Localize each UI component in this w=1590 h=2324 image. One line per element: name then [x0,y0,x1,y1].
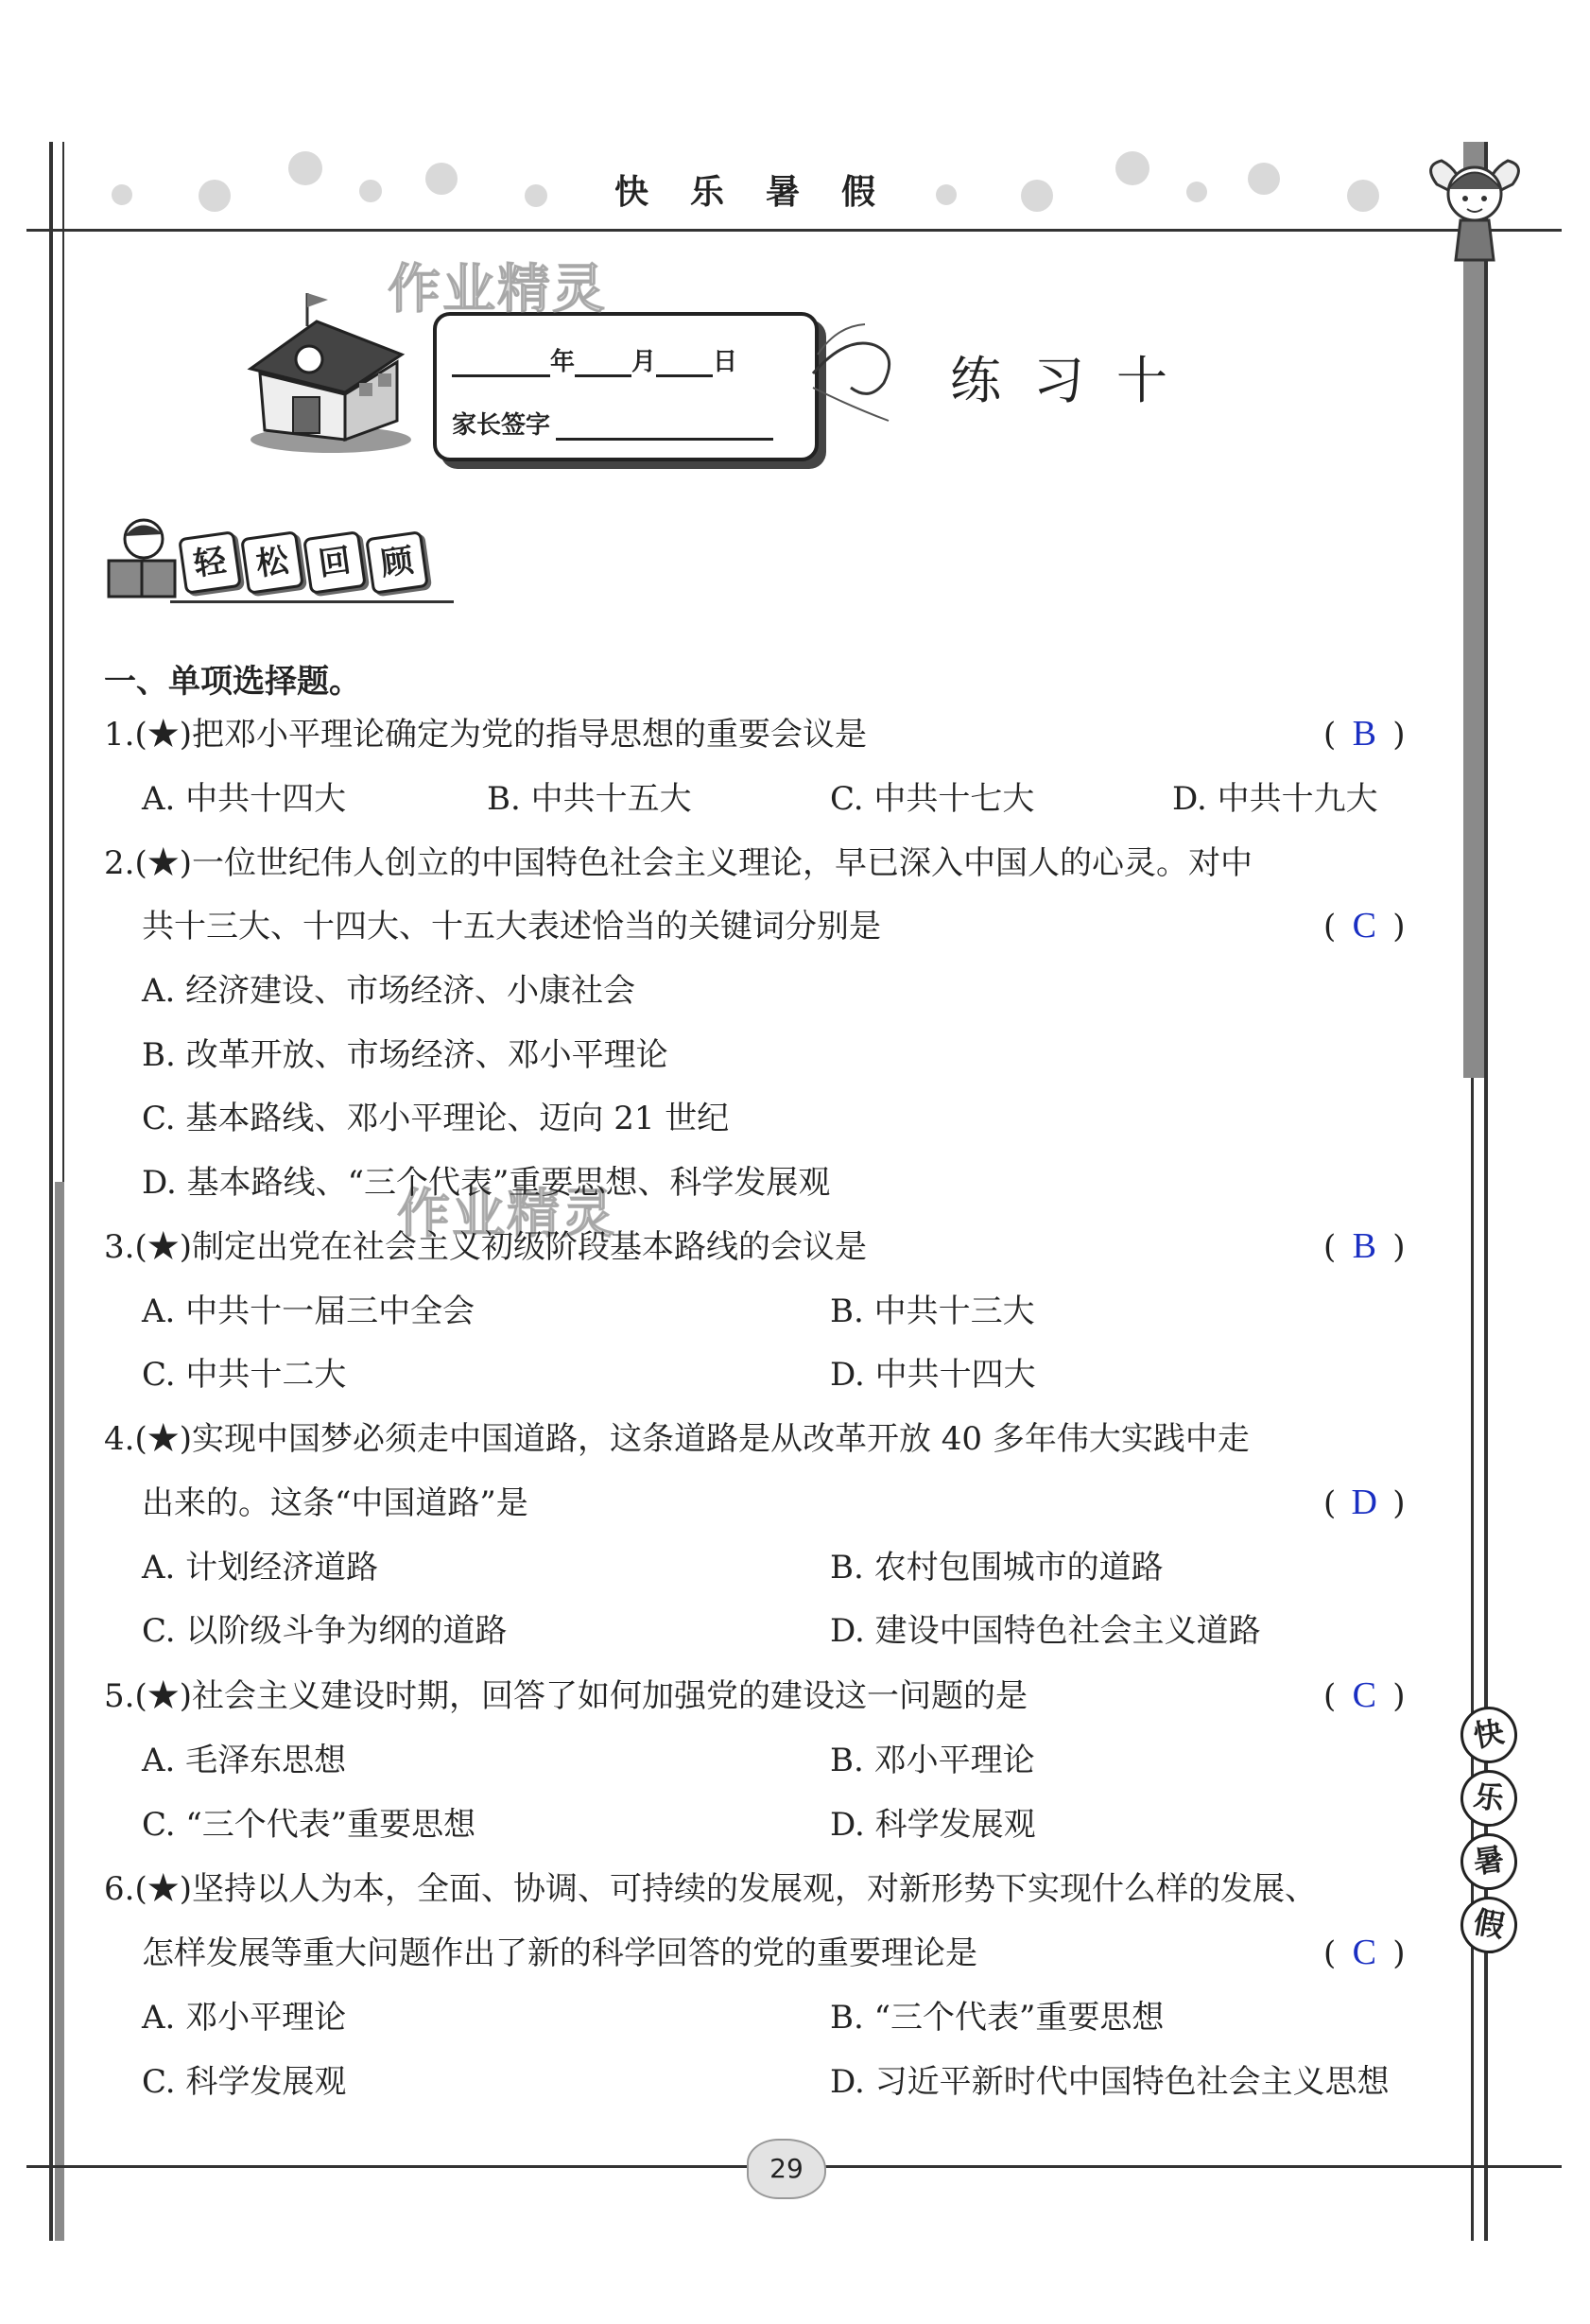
question-2-stem-line-1: 2.(★)一位世纪伟人创立的中国特色社会主义理论，早已深入中国人的心灵。对中 [104,844,1253,882]
answer-letter: C [1352,906,1376,945]
page-number: 29 [747,2139,826,2199]
review-banner-underline [170,600,454,603]
watermark-top: 作业精灵 [388,259,607,321]
side-tab-char: 暑 [1457,1830,1521,1894]
answer-letter: C [1352,1675,1376,1715]
month-label: 月 [631,348,657,376]
question-2-option-a: A. 经济建设、市场经济、小康社会 [142,972,636,1010]
date-line [452,342,737,377]
header-title: 快乐暑假 [614,173,917,212]
day-blank[interactable] [656,352,713,377]
question-6-option-c: C. 科学发展观 [142,2063,347,2101]
date-signature-box [433,312,819,461]
question-6-stem-line-2: 怎样发展等重大问题作出了新的科学回答的党的重要理论是 [142,1934,977,1972]
right-gray-bar [1463,142,1484,1078]
header-dot [1248,163,1280,195]
question-2-stem-line-2: 共十三大、十四大、十五大表述恰当的关键词分别是 [142,908,881,945]
review-banner-char: 松 [240,530,304,595]
question-1-stem: 1.(★)把邓小平理论确定为党的指导思想的重要会议是 [104,716,867,754]
swirl-decoration-icon [808,317,903,430]
exercise-title: 练习十 [950,351,1200,410]
watermark-middle: 作业精灵 [397,1184,616,1245]
question-4-option-a: A. 计划经济道路 [142,1549,379,1587]
question-3-answer: ( B ) [1323,1226,1406,1266]
side-tab-char: 乐 [1457,1766,1521,1830]
day-label: 日 [713,348,738,376]
question-3-option-a: A. 中共十一届三中全会 [142,1292,475,1330]
question-4-option-c: C. 以阶级斗争为纲的道路 [142,1612,508,1650]
question-2-option-d: D. 基本路线、“三个代表”重要思想、科学发展观 [142,1164,831,1202]
parent-sign-label: 家长签字 [452,411,551,440]
year-label: 年 [550,348,576,376]
question-2-option-b: B. 改革开放、市场经济、邓小平理论 [142,1036,668,1074]
header-rule [26,229,1562,232]
question-1-option-d: D. 中共十九大 [1172,780,1378,818]
left-border-line [49,142,53,2241]
parent-sign-blank[interactable] [556,415,773,441]
question-6-option-a: A. 邓小平理论 [142,1999,347,2037]
left-border-line-inner [62,142,64,1182]
header-dot [525,184,547,207]
question-3-option-c: C. 中共十二大 [142,1356,347,1394]
review-banner-char: 顾 [365,530,429,595]
question-6-stem-line-1: 6.(★)坚持以人为本，全面、协调、可持续的发展观，对新形势下实现什么样的发展、 [104,1870,1317,1908]
question-2-option-c: C. 基本路线、邓小平理论、迈向 21 世纪 [142,1100,730,1137]
section-title: 一、单项选择题。 [104,663,361,701]
header-dot [359,180,382,202]
reading-boy-icon [104,515,180,605]
question-5-option-d: D. 科学发展观 [830,1806,1036,1844]
month-blank[interactable] [575,352,631,377]
question-4-option-b: B. 农村包围城市的道路 [830,1549,1164,1587]
header-dot [112,184,132,205]
year-blank[interactable] [452,352,550,377]
parent-sign-line [452,406,773,441]
question-4-stem-line-2: 出来的。这条“中国道路”是 [142,1484,528,1522]
answer-letter: B [1352,714,1376,754]
right-border-line-inner [1471,1078,1474,2241]
header-dot [1347,180,1379,212]
answer-letter: B [1352,1226,1376,1266]
question-6-answer: ( C ) [1323,1933,1406,1972]
question-3-stem: 3.(★)制定出党在社会主义初级阶段基本路线的会议是 [104,1228,867,1266]
left-gray-bar [55,1182,64,2241]
question-5-stem: 5.(★)社会主义建设时期，回答了如何加强党的建设这一问题的是 [104,1677,1028,1715]
question-4-answer: ( D ) [1323,1483,1406,1522]
question-5-option-c: C. “三个代表”重要思想 [142,1806,476,1844]
question-6-option-b: B. “三个代表”重要思想 [830,1999,1165,2037]
question-4-stem-line-1: 4.(★)实现中国梦必须走中国道路，这条道路是从改革开放 40 多年伟大实践中走 [104,1420,1250,1458]
question-6-option-d: D. 习近平新时代中国特色社会主义思想 [830,2063,1390,2101]
fairy-mascot-icon [1418,147,1531,269]
question-2-answer: ( C ) [1323,906,1406,945]
review-banner [104,515,454,610]
header-dot [425,163,458,195]
question-5-option-a: A. 毛泽东思想 [142,1742,347,1779]
review-banner-char: 轻 [178,530,242,595]
question-3-option-b: B. 中共十三大 [830,1292,1035,1330]
question-1-answer: ( B ) [1323,714,1406,754]
question-5-answer: ( C ) [1323,1675,1406,1715]
header-dot [1021,180,1053,212]
header-dot [1115,151,1149,185]
header-dot [1186,182,1207,202]
school-house-icon [241,288,411,454]
answer-letter: D [1351,1483,1377,1522]
side-tab-char: 快 [1456,1702,1522,1768]
side-tab-char: 假 [1456,1892,1522,1958]
question-1-option-a: A. 中共十四大 [142,780,347,818]
review-banner-char: 回 [302,530,367,595]
header-dot [288,151,322,185]
question-5-option-b: B. 邓小平理论 [830,1742,1035,1779]
question-4-option-d: D. 建设中国特色社会主义道路 [830,1612,1261,1650]
header-dot [199,180,231,212]
question-1-option-b: B. 中共十五大 [487,780,692,818]
question-3-option-d: D. 中共十四大 [830,1356,1036,1394]
answer-letter: C [1352,1933,1376,1972]
question-1-option-c: C. 中共十七大 [830,780,1035,818]
